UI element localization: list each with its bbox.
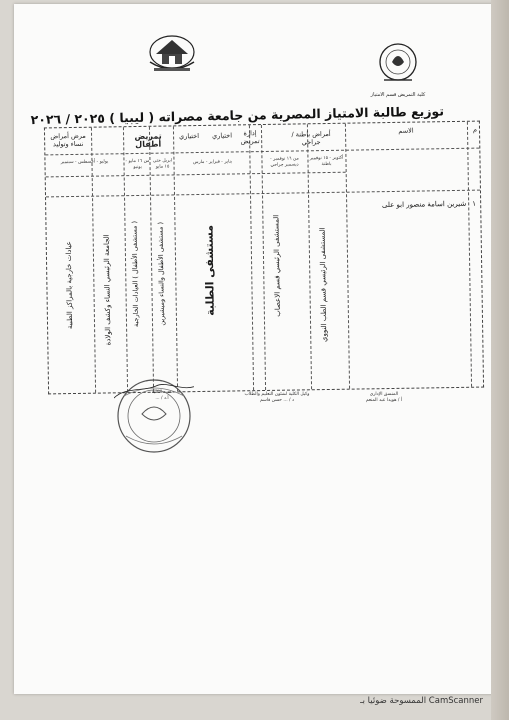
column-header-obgyn: مرض أمراض نساء وتوليد xyxy=(50,131,86,149)
cell-neurology: المستشفى الرئيسي قسم الاعصاب xyxy=(272,214,282,317)
name-header: الاسم xyxy=(398,126,414,135)
column-header-medical: أمراض باطنة / جراحي xyxy=(291,129,331,147)
official-stamp xyxy=(114,376,194,456)
signature-coordinator: المنسق الإداري أ / هويدا عبد المنعم xyxy=(365,392,403,403)
cell-obgyn-main: الجامعة الرئيسي النساء وكشف الولادة xyxy=(102,233,113,346)
cell-pediatrics-2: مستشفى الأطفال ) العيادات الخارجية ) xyxy=(130,220,141,328)
column-sub-pediatrics-1: ابريل حتى ١٥ مايو xyxy=(152,158,172,170)
row-number-header: م xyxy=(472,125,478,134)
cell-nuclear-medicine: المستشفى الرئيسي قسم الطب النووي xyxy=(318,227,329,343)
column-header-pediatrics: تمريض أطفال xyxy=(134,131,162,150)
cell-pediatrics-1: مستشفى الأطفال والنساء وميشيرين ) xyxy=(156,221,167,326)
distribution-table xyxy=(44,121,484,395)
faculty-label: كلية التمريض قسم الامتياز xyxy=(370,92,426,98)
column-header-elective-1: اختياري xyxy=(212,131,233,140)
column-header-elective-2: اختياري xyxy=(179,132,200,141)
document-page xyxy=(14,4,494,694)
university-logo xyxy=(142,32,202,74)
cell-obgyn-clinics: عيادات خارجية بالمراكز الطبية xyxy=(64,241,75,330)
column-sub-elective: يناير - فبراير - مارس xyxy=(192,159,233,166)
faculty-logo xyxy=(374,40,422,92)
cell-student-hospital: مستشفى الطلبة xyxy=(202,224,217,316)
column-sub-obgyn: يوليو - أغسطس - سبتمبر xyxy=(60,159,109,166)
column-header-admin: إدارة تمريض xyxy=(240,129,260,146)
student-name: شيرين اسامة منصور ابو على xyxy=(381,199,467,210)
scan-edge xyxy=(491,0,509,720)
document-title: توزيع طالبة الامتياز المصرية من جامعة مصراته ( ليبيا ) ٢٠٢٥ / ٢٠٢٦ xyxy=(30,103,445,128)
column-sub-surgical: من ١٦ نوفمبر - ديسمبر جراحي xyxy=(270,156,299,168)
column-sub-medical: أكتوبر - ١٥ نوفمبر باطنة xyxy=(309,155,344,167)
signature-vice-dean: وكيل الكلية لشئون التعليم والطلاب د / ... حسن قاسم xyxy=(244,392,310,403)
row-number: ١ xyxy=(472,199,477,208)
column-sub-pediatrics-2: من ١٦ مايو - يونيو xyxy=(125,158,150,170)
camscanner-watermark: الممسوحة ضوئيا بـ CamScanner xyxy=(360,696,483,706)
signature-dean: عميد الكلية أ.د / ... xyxy=(151,390,173,401)
